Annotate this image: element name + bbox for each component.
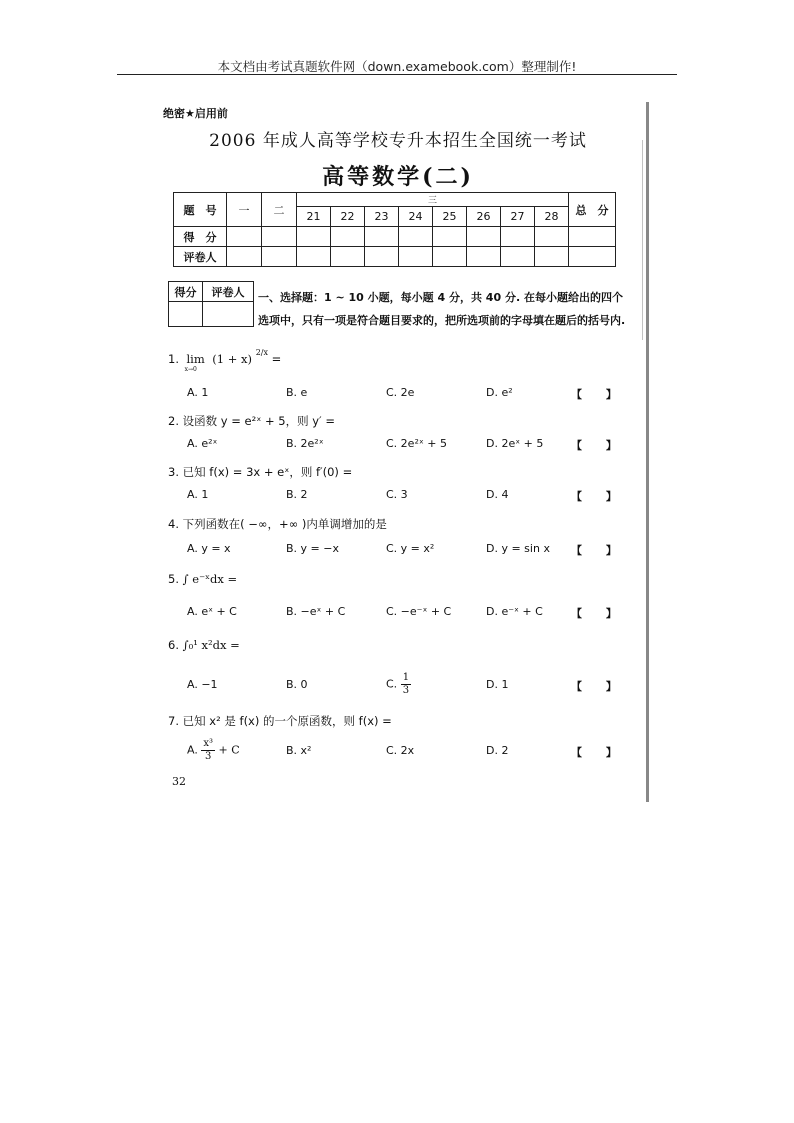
q2-option-c: C. 2e²ˣ + 5 (386, 437, 447, 450)
grader-box-score-label: 得分 (169, 282, 203, 302)
question-number: 5. (168, 572, 179, 586)
q1-answer-bracket: 【 】 (571, 388, 627, 401)
grader-cell (227, 247, 262, 267)
q1-option-d: D. e² (486, 386, 513, 399)
grader-cell (262, 247, 297, 267)
q7-option-b: B. x² (286, 744, 312, 757)
question-stem: ∫₀¹ x²dx = (182, 638, 240, 652)
lim-subscript: x→0 (184, 366, 197, 373)
question-number: 7. (168, 714, 179, 728)
q6-answer-bracket: 【 】 (571, 680, 627, 693)
q5-option-d: D. e⁻ˣ + C (486, 605, 543, 618)
source-header: 本文档由考试真题软件网（down.examebook.com）整理制作! (217, 59, 577, 74)
question-stem: ∫ e⁻ˣdx = (182, 572, 238, 586)
fraction-numerator: x³ (203, 738, 213, 749)
q7-option-d: D. 2 (486, 744, 509, 757)
grader-cell (467, 247, 501, 267)
question-5 (168, 572, 237, 586)
col-q24: 24 (399, 207, 433, 227)
col-q22: 22 (331, 207, 365, 227)
col-q26: 26 (467, 207, 501, 227)
question-1 (168, 348, 282, 373)
col-q25: 25 (433, 207, 467, 227)
row-label-grader: 评卷人 (174, 247, 227, 267)
q5-answer-bracket: 【 】 (571, 607, 627, 620)
q6-option-a: A. −1 (187, 678, 218, 691)
q3-option-a: A. 1 (187, 488, 209, 501)
scan-edge-line (646, 102, 649, 802)
q3-answer-bracket: 【 】 (571, 490, 627, 503)
q2-option-b: B. 2e²ˣ (286, 437, 324, 450)
col-section-two: 二 (262, 193, 297, 227)
score-cell (467, 227, 501, 247)
q4-option-a: A. y = x (187, 542, 231, 555)
fraction-x-cubed-over-three (201, 738, 215, 763)
grader-box-score-cell (169, 302, 203, 327)
score-cell (501, 227, 535, 247)
row-label-score: 得 分 (174, 227, 227, 247)
plus-constant: + C (214, 743, 240, 757)
grader-box-grader-cell (203, 302, 254, 327)
fraction-denominator: 3 (402, 685, 410, 696)
score-cell (399, 227, 433, 247)
question-stem: 下列函数在( −∞，+∞ )内单调增加的是 (182, 517, 387, 531)
question-2 (168, 413, 335, 429)
score-cell (535, 227, 569, 247)
grader-cell (331, 247, 365, 267)
question-number: 4. (168, 517, 179, 531)
score-cell (297, 227, 331, 247)
question-3 (168, 464, 352, 480)
section-one-instructions: 一、选择题：1 ~ 10 小题，每小题 4 分，共 40 分. 在每小题给出的四个选项中，只有一项是符合题目要求的，把所选项前的字母填在题后的括号内. (258, 291, 626, 327)
score-cell (433, 227, 467, 247)
question-number: 1. (168, 352, 179, 366)
q6-option-d: D. 1 (486, 678, 509, 691)
grader-cell (569, 247, 616, 267)
fraction-numerator: 1 (402, 672, 410, 683)
fraction-one-third (401, 672, 411, 697)
question-stem: 设函数 y = e²ˣ + 5，则 y′ = (182, 414, 335, 428)
q1-option-c: C. 2e (386, 386, 415, 399)
question-number: 3. (168, 465, 179, 479)
col-q23: 23 (365, 207, 399, 227)
exam-title: 2006 年成人高等学校专升本招生全国统一考试 (209, 131, 587, 151)
q7-answer-bracket: 【 】 (571, 746, 627, 759)
question-6 (168, 638, 240, 652)
question-stem: 已知 x² 是 f(x) 的一个原函数，则 f(x) = (182, 714, 392, 728)
q2-answer-bracket: 【 】 (571, 439, 627, 452)
q4-option-c: C. y = x² (386, 542, 435, 555)
score-cell (569, 227, 616, 247)
q5-option-c: C. −e⁻ˣ + C (386, 605, 452, 618)
q6-option-c (386, 672, 411, 697)
q7-option-c: C. 2x (386, 744, 415, 757)
q3-option-c: C. 3 (386, 488, 408, 501)
q3-option-b: B. 2 (286, 488, 308, 501)
score-cell (331, 227, 365, 247)
subject-title: 高等数学(二) (322, 164, 474, 190)
grader-cell (297, 247, 331, 267)
grader-box (168, 281, 254, 327)
limit-base: (1 + x) (212, 352, 253, 366)
scan-edge-line-faint (642, 140, 643, 340)
question-number: 6. (168, 638, 179, 652)
secret-mark: 绝密★启用前 (163, 107, 228, 120)
question-stem: 已知 f(x) = 3x + eˣ，则 f′(0) = (182, 465, 353, 479)
col-section-three: 三 (297, 193, 569, 207)
q4-answer-bracket: 【 】 (571, 544, 627, 557)
grader-box-grader-label: 评卷人 (203, 282, 254, 302)
q7-option-a-label: A. (187, 743, 198, 757)
question-4 (168, 516, 387, 532)
q4-option-b: B. y = −x (286, 542, 339, 555)
row-label-question: 题 号 (174, 193, 227, 227)
col-q28: 28 (535, 207, 569, 227)
q5-option-b: B. −eˣ + C (286, 605, 346, 618)
q4-option-d: D. y = sin x (486, 542, 550, 555)
limit-exponent: 2/x (255, 348, 268, 357)
grader-cell (365, 247, 399, 267)
grader-cell (399, 247, 433, 267)
q1-option-a: A. 1 (187, 386, 209, 399)
score-table (173, 192, 616, 267)
header-divider (117, 74, 677, 75)
q5-option-a: A. eˣ + C (187, 605, 237, 618)
question-7 (168, 713, 392, 729)
col-q21: 21 (297, 207, 331, 227)
q6-option-b: B. 0 (286, 678, 308, 691)
score-cell (227, 227, 262, 247)
lim-text: lim (186, 352, 205, 366)
col-total: 总 分 (569, 193, 616, 227)
score-cell (365, 227, 399, 247)
q6-option-c-label: C. (386, 677, 398, 691)
q2-option-a: A. e²ˣ (187, 437, 218, 450)
question-number: 2. (168, 414, 179, 428)
col-section-one: 一 (227, 193, 262, 227)
equals-sign: = (271, 352, 282, 366)
q7-option-a (187, 738, 240, 763)
col-q27: 27 (501, 207, 535, 227)
limit-expression (183, 352, 209, 373)
q1-option-b: B. e (286, 386, 308, 399)
score-cell (262, 227, 297, 247)
grader-cell (501, 247, 535, 267)
page-number: 32 (172, 775, 186, 788)
q2-option-d: D. 2eˣ + 5 (486, 437, 544, 450)
fraction-denominator: 3 (204, 751, 212, 762)
grader-cell (433, 247, 467, 267)
grader-cell (535, 247, 569, 267)
q3-option-d: D. 4 (486, 488, 509, 501)
